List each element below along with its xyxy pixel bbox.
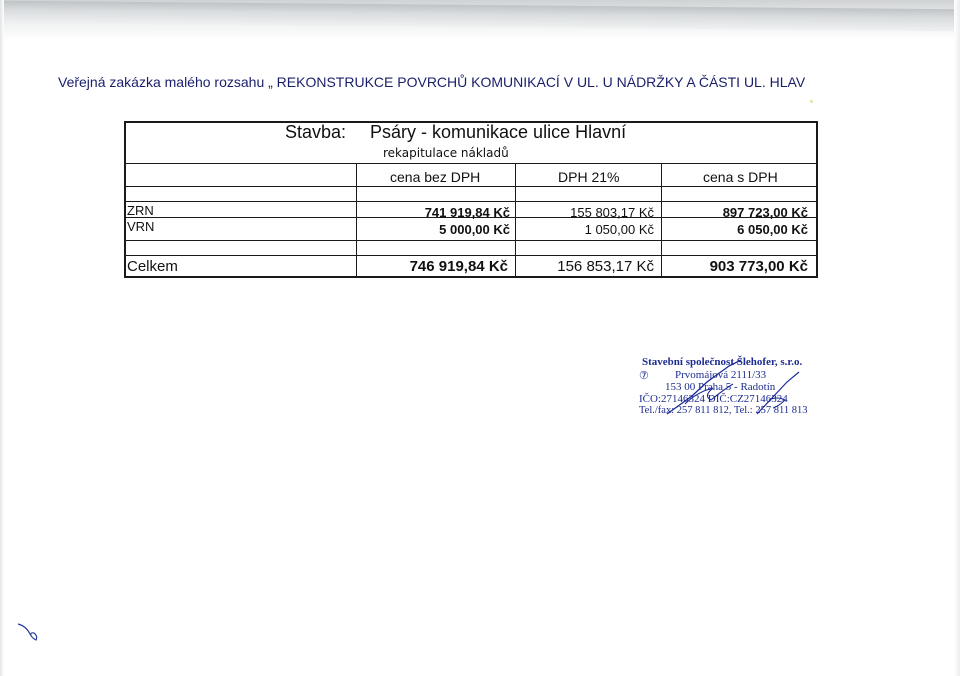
- total-with-vat: 903 773,00 Kč: [709, 258, 808, 275]
- table-col-rule: [515, 163, 516, 277]
- row-vat: 1 050,00 Kč: [584, 222, 654, 237]
- table-rule: [124, 186, 818, 187]
- table-rule: [124, 163, 818, 164]
- signature-icon: [637, 356, 807, 420]
- header-vat: DPH 21%: [558, 169, 620, 185]
- table-col-rule: [661, 163, 662, 277]
- row-vat: 155 803,17 Kč: [570, 205, 654, 220]
- stavba-name: Psáry - komunikace ulice Hlavní: [370, 122, 627, 142]
- table-col-rule: [356, 163, 357, 277]
- table-border-bottom: [124, 276, 818, 278]
- stamp-phones: Tel./fax: 257 811 812, Tel.: 257 811 813: [639, 405, 808, 416]
- scan-speck: [810, 100, 813, 103]
- tender-title-prefix: Veřejná zakázka malého rozsahu: [58, 74, 265, 90]
- table-rule: [124, 201, 818, 202]
- stamp-company: Stavební společnost Šlehofer, s.r.o.: [642, 356, 803, 368]
- table-rule: [124, 240, 818, 241]
- total-vat: 156 853,17 Kč: [557, 258, 654, 275]
- row-without-vat: 5 000,00 Kč: [439, 222, 510, 237]
- scan-right-edge: [954, 0, 960, 676]
- tender-title: [58, 74, 918, 90]
- table-subtitle: rekapitulace nákladů: [383, 146, 509, 160]
- row-with-vat: 897 723,00 Kč: [722, 205, 808, 220]
- header-without-vat: cena bez DPH: [390, 169, 481, 185]
- stamp-ids: IČO:27146324 DIČ:CZ27146324: [639, 393, 788, 405]
- margin-tick-icon: [16, 618, 42, 644]
- row-without-vat: 741 919,84 Kč: [424, 205, 510, 220]
- row-label: ZRN: [127, 203, 154, 218]
- row-with-vat: 6 050,00 Kč: [737, 222, 808, 237]
- total-label: Celkem: [127, 258, 178, 275]
- total-without-vat: 746 919,84 Kč: [409, 258, 508, 275]
- header-with-vat: cena s DPH: [703, 169, 778, 185]
- scan-left-edge: [0, 0, 4, 676]
- row-label: VRN: [127, 219, 155, 234]
- company-stamp: [637, 356, 807, 420]
- stamp-city: 153 00 Praha 5 - Radotín: [665, 381, 776, 393]
- table-rule: [124, 255, 818, 256]
- stamp-street: Prvomájová 2111/33: [675, 369, 767, 381]
- tender-title-name: „ REKONSTRUKCE POVRCHŮ KOMUNIKACÍ V UL. U NÁDRŽKY A ČÁSTI UL. HLAV: [268, 74, 806, 90]
- stamp-logo-icon: ⑦: [639, 370, 649, 382]
- stavba-label: Stavba:: [285, 122, 347, 142]
